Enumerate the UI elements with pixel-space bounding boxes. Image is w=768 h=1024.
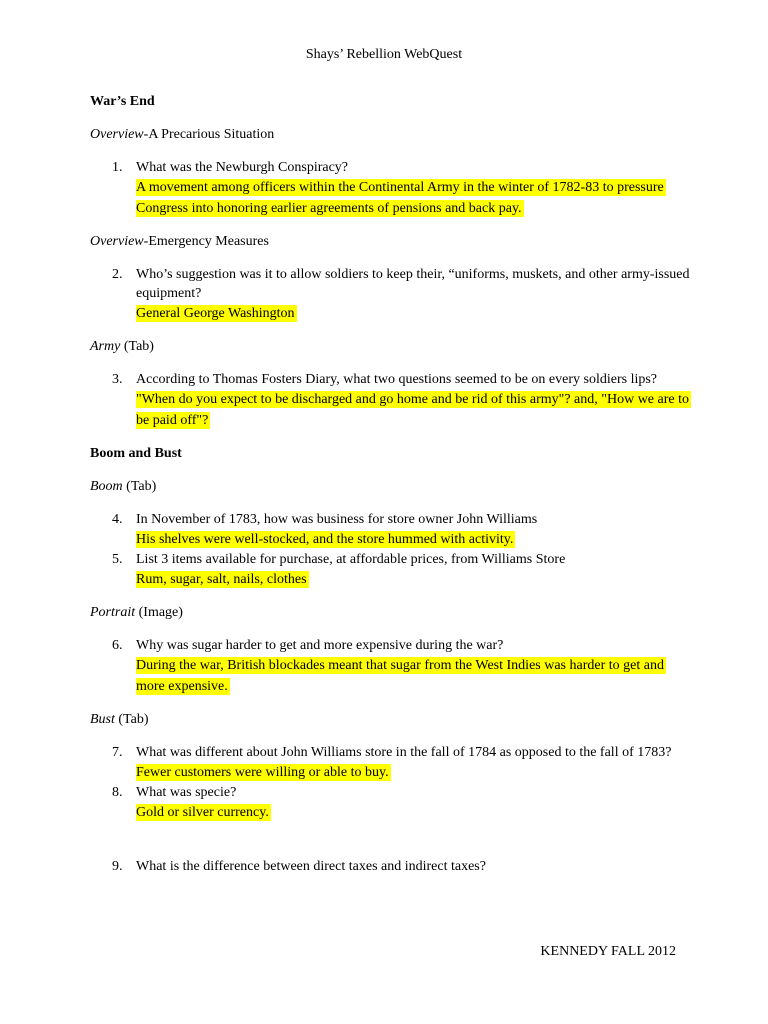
subheading-army: Army (Tab) [90,339,154,354]
answer-text: During the war, British blockades meant that sugar from the West Indies was harder to get and more expensive. [136,658,664,694]
section-heading-wars-end: War’s End [90,94,155,109]
question-6: 6. Why was sugar harder to get and more expensive during the war? During the war, British blockades meant that sugar from the West Indies was harder to get and more expensive. [90,636,690,697]
answer-text: His shelves were well-stocked, and the store hummed with activity. [136,532,514,547]
question-7: 7. What was different about John Williams store in the fall of 1784 as opposed to the fall of 1783? Fewer customers were willing or able to buy. [90,743,690,783]
answer-text: A movement among officers within the Continental Army in the winter of 1782-83 to pressure Congress into honoring earlier agreements of pensions and back pay. [136,180,664,216]
answer-text: Gold or silver currency. [136,805,269,820]
answer-text: Fewer customers were willing or able to buy. [136,765,389,780]
answer-text: General George Washington [136,306,295,321]
subheading-boom: Boom (Tab) [90,479,157,494]
section-heading-boom-bust: Boom and Bust [90,446,182,461]
question-text: In November of 1783, how was business for store owner John Williams [136,512,538,527]
subheading-portrait: Portrait (Image) [90,605,183,620]
question-5: 5. List 3 items available for purchase, at affordable prices, from Williams Store Rum, sugar, salt, nails, clothes [90,550,690,590]
question-text: Who’s suggestion was it to allow soldiers to keep their, “uniforms, muskets, and other army-issued equipment? [136,267,690,301]
question-text: What is the difference between direct taxes and indirect taxes? [136,859,486,874]
question-3: 3. According to Thomas Fosters Diary, what two questions seemed to be on every soldiers lips? "When do you expect to be discharged and go home and be rid of this army"? and, "How we are to be paid off"? [90,370,690,431]
question-4: 4. In November of 1783, how was business for store owner John Williams His shelves were well-stocked, and the store hummed with activity. [90,510,690,550]
question-text: What was different about John Williams store in the fall of 1784 as opposed to the fall of 1783? [136,745,672,760]
question-text: What was specie? [136,785,237,800]
question-1: 1. What was the Newburgh Conspiracy? A movement among officers within the Continental Army in the winter of 1782-83 to pressure Congress into honoring earlier agreements of pensions and back pay. [90,158,690,219]
question-8: 8. What was specie? Gold or silver currency. [90,783,690,823]
question-text: List 3 items available for purchase, at affordable prices, from Williams Store [136,552,566,567]
footer-text: KENNEDY FALL 2012 [540,944,676,959]
answer-text: "When do you expect to be discharged and go home and be rid of this army"? and, "How we are to be paid off"? [136,392,689,428]
subheading-bust: Bust (Tab) [90,712,149,727]
question-text: According to Thomas Fosters Diary, what two questions seemed to be on every soldiers lips? [136,372,658,387]
question-text: Why was sugar harder to get and more expensive during the war? [136,638,504,653]
question-9: 9. What is the difference between direct taxes and indirect taxes? [90,857,690,876]
page-title: Shays’ Rebellion WebQuest [305,47,463,62]
document-body [90,92,690,876]
question-2: 2. Who’s suggestion was it to allow soldiers to keep their, “uniforms, muskets, and other army-issued equipment? General George Washington [90,265,690,324]
subheading-overview-2: Overview-Emergency Measures [90,234,269,249]
subheading-overview-1: Overview-A Precarious Situation [90,127,275,142]
question-text: What was the Newburgh Conspiracy? [136,160,349,175]
answer-text: Rum, sugar, salt, nails, clothes [136,572,307,587]
